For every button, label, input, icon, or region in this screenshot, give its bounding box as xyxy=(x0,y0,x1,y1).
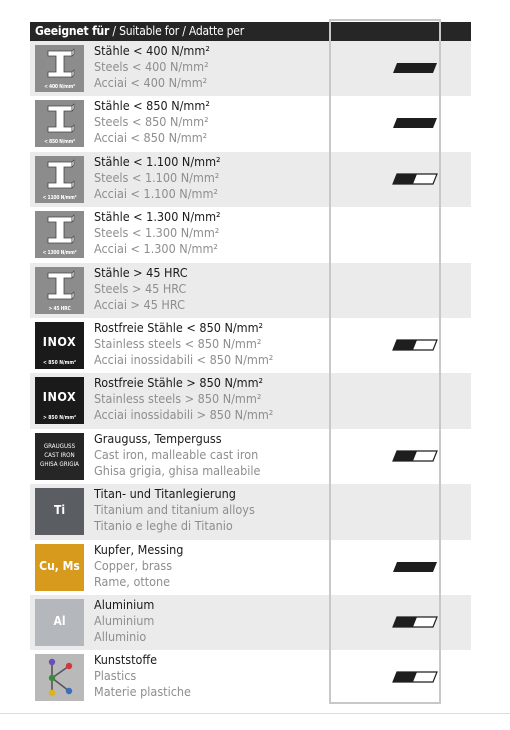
mark-fill xyxy=(393,118,437,128)
material-name-de: Stähle > 45 HRC xyxy=(94,264,188,280)
material-name-de: Grauguss, Temperguss xyxy=(94,430,222,446)
mark-fill xyxy=(393,340,417,350)
material-name-it: Acciai < 1.100 N/mm² xyxy=(94,185,218,201)
material-name-en: Stainless steels < 850 N/mm² xyxy=(94,335,262,351)
table-header xyxy=(30,22,471,41)
material-name-it: Acciai < 1.300 N/mm² xyxy=(94,241,218,257)
icon-title: INOX xyxy=(42,333,77,349)
material-name-en: Steels < 400 N/mm² xyxy=(94,59,209,74)
suitability-full-mark xyxy=(392,117,438,129)
inox-icon xyxy=(35,377,84,424)
table-row xyxy=(30,540,471,595)
suitability-partial-mark xyxy=(392,616,438,628)
material-name-en: Steels > 45 HRC xyxy=(94,280,187,296)
icon-caption: > 850 N/mm² xyxy=(42,415,77,422)
suitability-partial-mark xyxy=(392,450,438,462)
material-rows xyxy=(30,41,471,706)
aluminium-icon xyxy=(35,599,84,646)
material-text xyxy=(94,265,188,313)
material-suitability-table xyxy=(30,22,471,706)
suitability-full-mark xyxy=(392,62,438,74)
material-name-it: Materie plastiche xyxy=(94,684,191,700)
mark-fill xyxy=(393,451,417,461)
mark-fill xyxy=(393,562,437,572)
material-text xyxy=(94,375,273,423)
table-row xyxy=(30,373,471,428)
mark-fill xyxy=(393,672,417,682)
material-name-en: Copper, brass xyxy=(94,557,173,573)
material-name-en: Stainless steels > 850 N/mm² xyxy=(94,391,262,407)
icon-title: Ti xyxy=(53,503,66,518)
table-row xyxy=(30,318,471,373)
material-name-it: Ghisa grigia, ghisa malleabile xyxy=(94,462,261,478)
icon-title: Al xyxy=(53,613,66,628)
table-row xyxy=(30,207,471,262)
icon-caption: < 400 N/mm² xyxy=(44,84,75,90)
suitability-full-mark xyxy=(392,561,438,573)
mark-fill xyxy=(393,617,417,627)
material-name-de: Rostfreie Stähle < 850 N/mm² xyxy=(94,319,264,335)
material-text xyxy=(94,209,221,257)
material-name-de: Kupfer, Messing xyxy=(94,541,184,557)
material-name-de: Stähle < 1.300 N/mm² xyxy=(94,209,221,225)
mark-fill xyxy=(393,63,437,73)
material-name-it: Acciai > 45 HRC xyxy=(94,296,185,312)
icon-caption: < 1100 N/mm² xyxy=(42,194,77,201)
material-name-en: Titanium and titanium alloys xyxy=(94,502,255,518)
material-text xyxy=(94,652,191,700)
icon-lines: GRAUGUSS CAST IRON GHISA GRIGIA xyxy=(40,442,79,468)
cast-iron-icon xyxy=(35,433,84,480)
material-text xyxy=(94,320,273,368)
table-row xyxy=(30,263,471,318)
material-name-it: Alluminio xyxy=(94,628,147,644)
icon-caption: < 850 N/mm² xyxy=(44,139,75,146)
material-name-it: Acciai inossidabili > 850 N/mm² xyxy=(94,407,274,423)
material-text xyxy=(94,486,255,534)
inox-icon xyxy=(35,322,84,369)
material-name-en: Aluminium xyxy=(94,612,155,628)
icon-title: Cu, Ms xyxy=(39,558,80,573)
material-name-de: Kunststoffe xyxy=(94,652,158,668)
table-row xyxy=(30,595,471,650)
suitability-partial-mark xyxy=(392,339,438,351)
table-row xyxy=(30,152,471,207)
table-row xyxy=(30,41,471,96)
material-text xyxy=(94,542,183,590)
material-name-en: Steels < 850 N/mm² xyxy=(94,114,209,130)
plastics-molecule-icon xyxy=(35,654,84,701)
material-text xyxy=(94,597,154,645)
copper-brass-icon xyxy=(35,544,84,591)
material-name-de: Stähle < 1.100 N/mm² xyxy=(94,153,221,169)
material-name-it: Acciai inossidabili < 850 N/mm² xyxy=(94,351,274,367)
material-text xyxy=(94,154,221,202)
steel-beam-icon xyxy=(35,267,84,314)
material-name-it: Titanio e leghe di Titanio xyxy=(94,518,233,534)
material-name-en: Cast iron, malleable cast iron xyxy=(94,446,259,462)
material-name-de: Stähle < 400 N/mm² xyxy=(94,43,210,58)
steel-beam-icon xyxy=(35,100,84,147)
bottom-rule xyxy=(0,713,510,714)
suitability-partial-mark xyxy=(392,671,438,683)
material-text xyxy=(94,43,210,91)
material-name-de: Aluminium xyxy=(94,596,155,612)
material-name-de: Titan- und Titanlegierung xyxy=(94,486,236,502)
material-name-de: Stähle < 850 N/mm² xyxy=(94,98,210,114)
steel-beam-icon xyxy=(35,211,84,258)
material-name-en: Plastics xyxy=(94,668,137,684)
material-name-it: Acciai < 400 N/mm² xyxy=(94,75,208,90)
material-name-it: Acciai < 850 N/mm² xyxy=(94,130,208,146)
material-name-de: Rostfreie Stähle > 850 N/mm² xyxy=(94,375,264,391)
steel-beam-icon xyxy=(35,45,84,92)
material-text xyxy=(94,98,210,146)
material-name-en: Steels < 1.100 N/mm² xyxy=(94,169,220,185)
suitability-partial-mark xyxy=(392,173,438,185)
table-row xyxy=(30,484,471,539)
table-row xyxy=(30,96,471,151)
material-name-it: Rame, ottone xyxy=(94,573,171,589)
header-label-translations: / Suitable for / Adatte per xyxy=(109,24,244,38)
material-name-en: Steels < 1.300 N/mm² xyxy=(94,225,220,241)
table-row xyxy=(30,429,471,484)
material-text xyxy=(94,431,260,479)
icon-caption: < 850 N/mm² xyxy=(42,359,77,366)
icon-caption: < 1300 N/mm² xyxy=(42,250,77,257)
icon-caption: > 45 HRC xyxy=(48,305,71,312)
header-label-de: Geeignet für xyxy=(35,24,110,38)
table-row xyxy=(30,650,471,705)
titanium-icon xyxy=(35,488,84,535)
mark-fill xyxy=(393,174,417,184)
steel-beam-icon xyxy=(35,156,84,203)
icon-title: INOX xyxy=(42,389,77,405)
